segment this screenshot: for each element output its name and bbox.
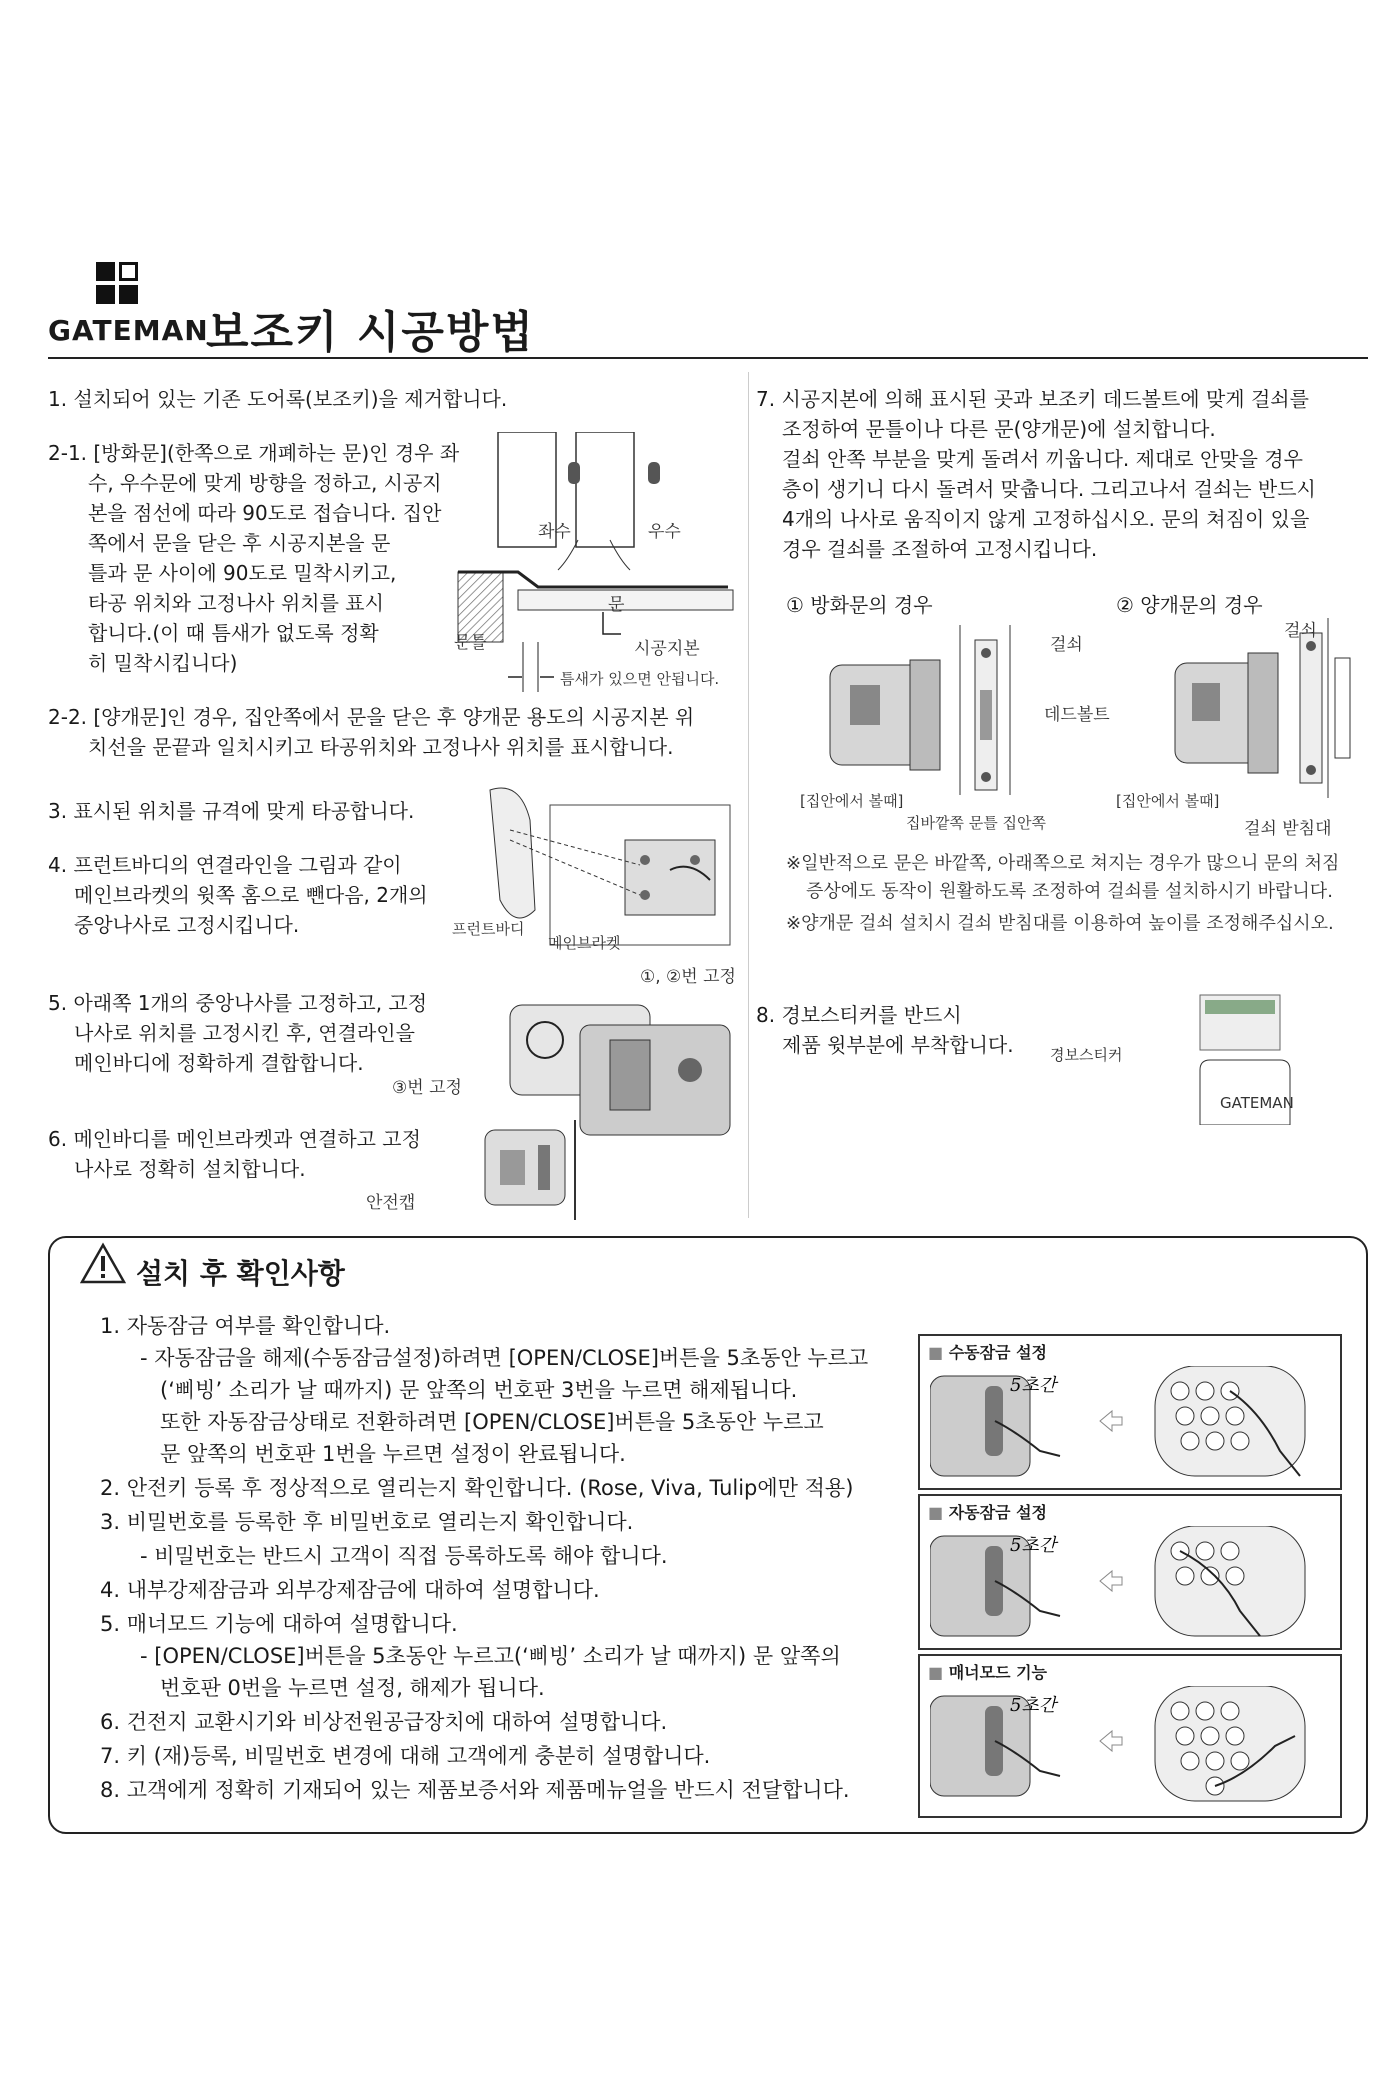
label-front-body: 프런트바디: [452, 920, 525, 938]
label-deadbolt: 데드볼트: [1044, 705, 1110, 725]
latch-fire-door-figure: [820, 625, 1050, 795]
label-from-inside-1: [집안에서 볼때]: [800, 792, 904, 810]
sticker-brand: GATEMAN: [1220, 1094, 1294, 1112]
checklist-title: 설치 후 확인사항: [136, 1257, 345, 1290]
svg-text:5초간: 5초간: [1010, 1375, 1057, 1396]
page-title: 보조키 시공방법: [206, 307, 535, 358]
warning-icon: [80, 1242, 126, 1284]
manual-lock-panel: ■ 수동잠금 설정 5초간: [918, 1334, 1342, 1490]
manual-lock-illustration: [930, 1366, 1330, 1481]
page-header: [48, 262, 1368, 359]
step-1: 1. 설치되어 있는 기존 도어록(보조키)을 제거합니다.: [48, 387, 508, 411]
manner-mode-illustration: [930, 1686, 1330, 1806]
auto-lock-panel: ■ 자동잠금 설정 5초간: [918, 1494, 1342, 1650]
step-3: 3. 표시된 위치를 규격에 맞게 타공합니다.: [48, 799, 415, 823]
label-latch-support: 걸쇠 받침대: [1244, 819, 1332, 839]
note-2: ※양개문 걸쇠 설치시 걸쇠 받침대를 이용하여 높이를 조정해주십시오.: [786, 913, 1334, 934]
label-fix-12: ①, ②번 고정: [640, 967, 736, 987]
label-from-inside-2: [집안에서 볼때]: [1116, 792, 1220, 810]
door-template-figure: [438, 432, 738, 702]
label-door: 문: [608, 595, 625, 615]
column-divider: [748, 372, 749, 1218]
label-alarm-sticker: 경보스티커: [1050, 1046, 1123, 1064]
latch-double-door-figure: [1170, 618, 1360, 798]
label-fix-3: ③번 고정: [392, 1078, 462, 1098]
safety-cap-figure: [480, 1120, 590, 1220]
label-latch: 걸쇠: [1050, 635, 1083, 655]
label-frame: 문틀: [454, 633, 487, 653]
svg-text:5초간: 5초간: [1010, 1695, 1057, 1716]
label-gap-warning: 틈새가 있으면 안됩니다.: [560, 670, 720, 688]
case-double-door: ② 양개문의 경우: [1116, 593, 1263, 617]
brand-logo: GATEMAN: [48, 314, 209, 347]
label-main-bracket: 메인브라켓: [548, 934, 621, 952]
case-fire-door: ① 방화문의 경우: [786, 593, 933, 617]
label-right-door: 우수: [648, 522, 681, 542]
label-template: 시공지본: [634, 639, 700, 659]
label-safety-cap: 안전캡: [366, 1193, 416, 1213]
label-left-door: 좌수: [538, 522, 571, 542]
svg-text:5초간: 5초간: [1010, 1535, 1057, 1556]
auto-lock-illustration: [930, 1526, 1330, 1641]
label-latch-2: 걸쇠: [1284, 621, 1317, 641]
label-outside-inside: 집바깥쪽 문틀 집안쪽: [906, 814, 1046, 832]
logo-icon: [96, 262, 140, 306]
manner-mode-panel: ■ 매너모드 기능 5초간: [918, 1654, 1342, 1818]
